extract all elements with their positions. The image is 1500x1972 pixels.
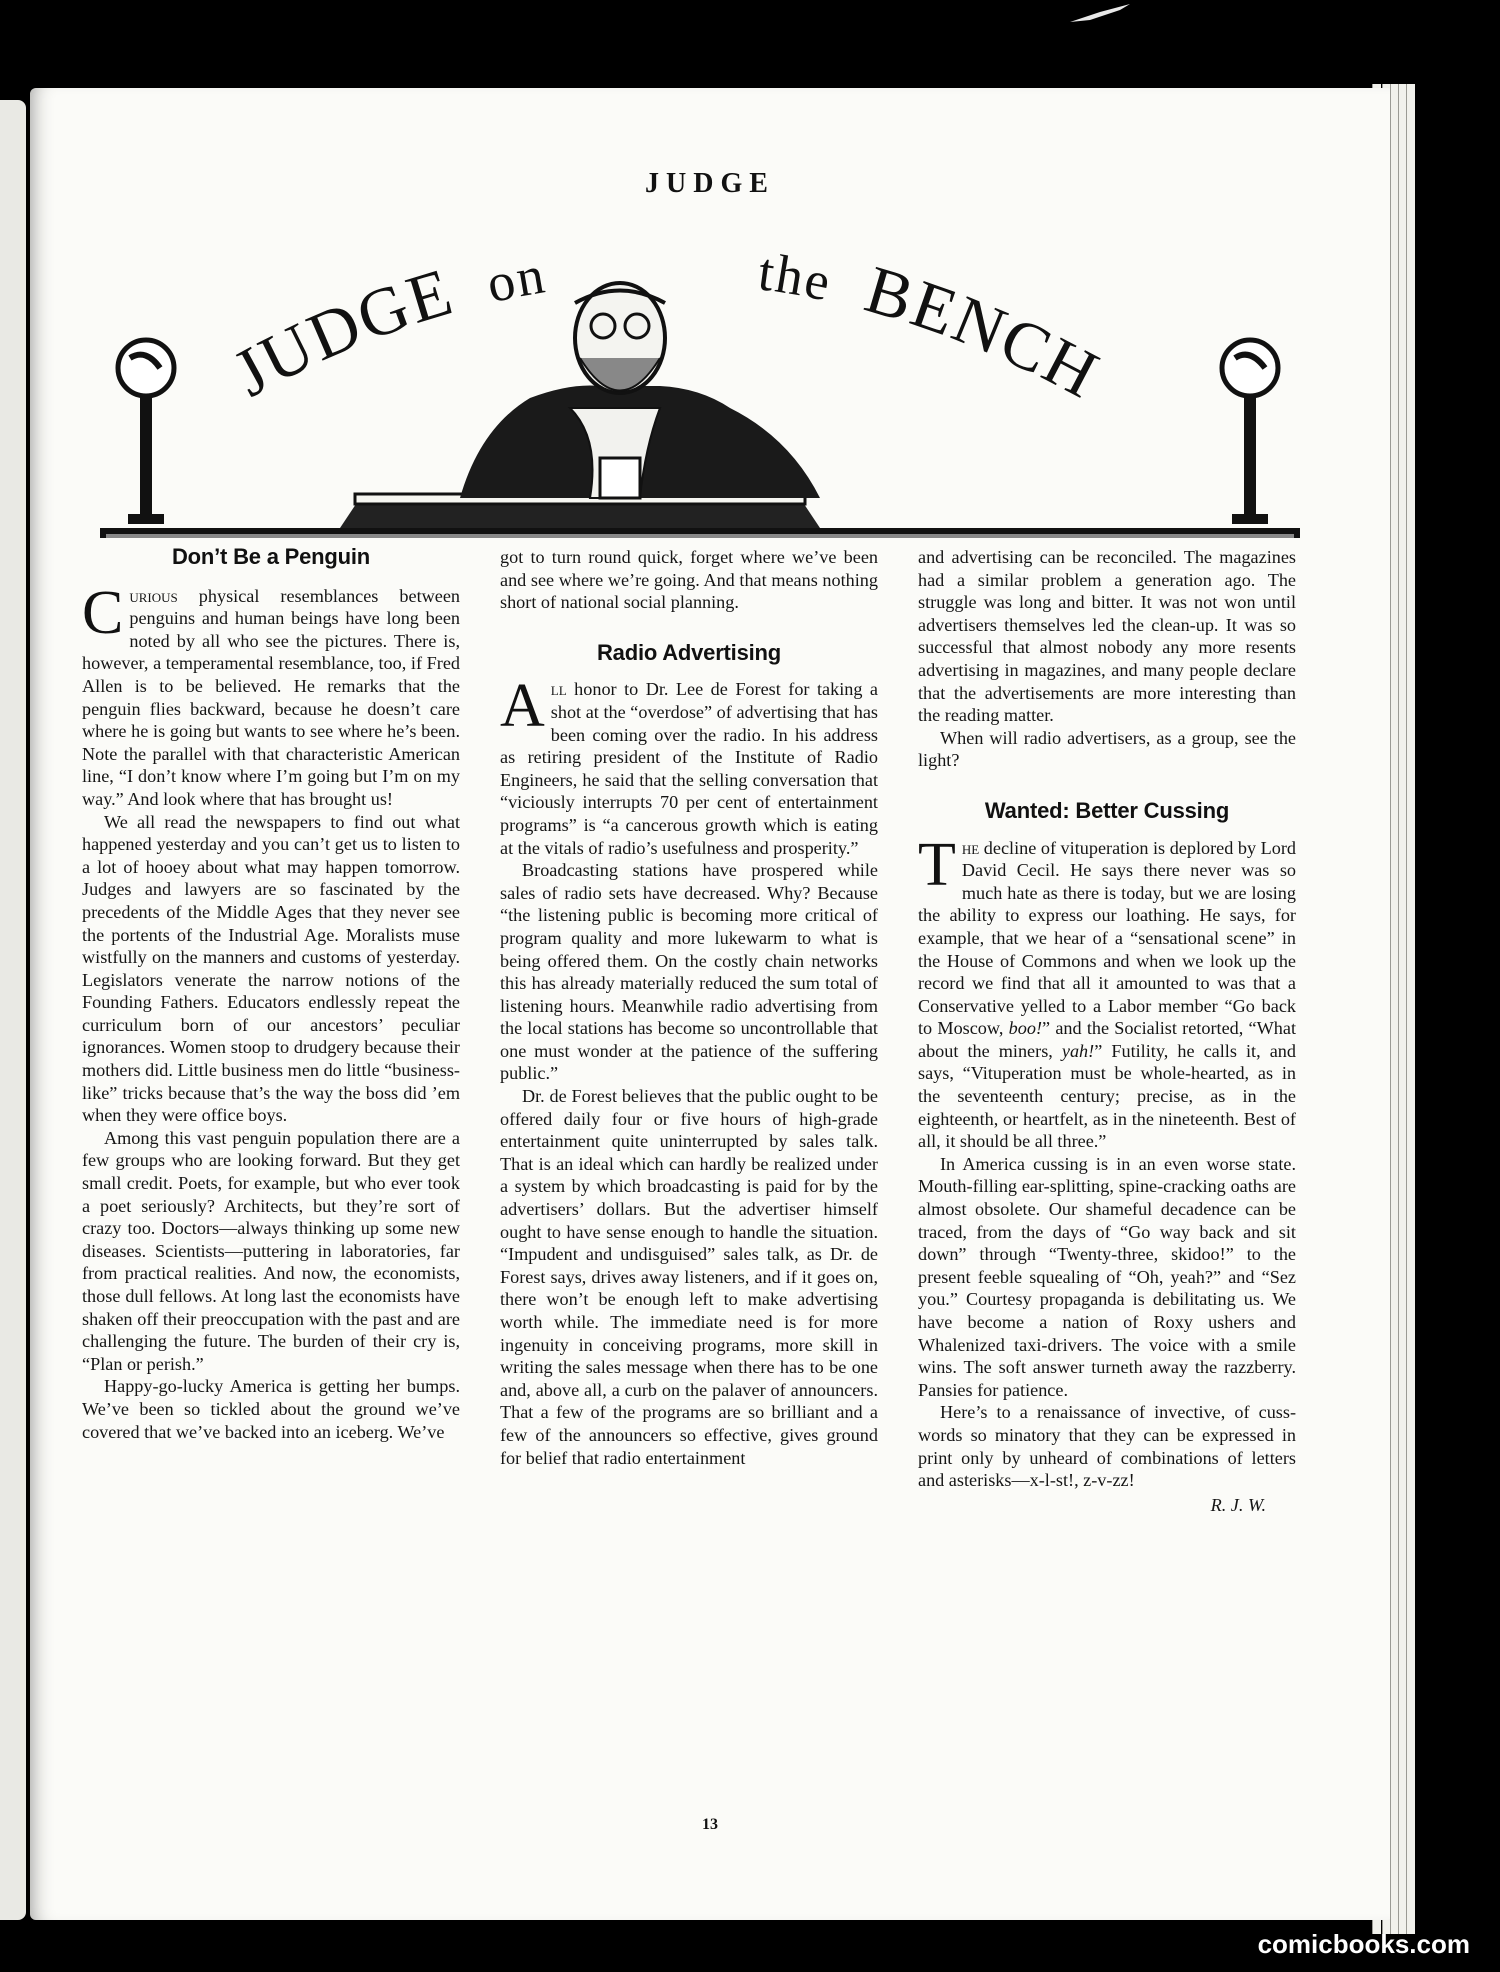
author-signature: R. J. W. <box>1210 1494 1266 1515</box>
drop-cap: C <box>82 578 124 647</box>
article-paragraph: In America cussing is in an even worse state. Mouth-filling ear-splitting, spine-cracking oaths are almost obsolete. Our shameful decadence can be traced, from the days of “Go way back and sit down” through “Twenty-three, skidoo!” to the present feeble squealing of “Oh, yeah?” and “Sez you.” Courtesy propaganda is debilitating us. We have become a nation of Roxy ushers and Whalenized taxi-drivers. The voice with a smile wins. The soft answer turneth away the razzberry. Pansies for patience. <box>918 1153 1296 1400</box>
article-paragraph: Curious physical resemblances between penguins and human beings have long been noted by all who see the pictures. There is, however, a temperamental resemblance, too, if Fred Allen is to be believed. He remarks that the penguin flies backward, because he doesn’t care where he is going but wants to see where he’s been. Note the parallel with that characteristic American line, “I don’t know where I’m going but I’m on my way.” And look where that has brought us! <box>82 578 460 809</box>
article-paragraph: got to turn round quick, forget where we’ve been and see where we’re going. And that means nothing short of national social planning. <box>500 547 878 613</box>
article-paragraph: Among this vast penguin population there are a few groups who are looking forward. But they get small credit. Poets, for example, but who ever took a poet seriously? Architects, but they’re sort of crazy too. Doctors—always thinking up some new diseases. Scientists—puttering in laboratories, far from practical realities. And now, the economists, those dull fellows. At long last the economists have shaken off their preoccupation with the past and are challenging the future. The burden of their cry is, “Plan or perish.” <box>82 1127 460 1374</box>
left-page-edge <box>0 100 26 1920</box>
article-paragraph: Happy-go-lucky America is getting her bumps. We’ve been so tickled about the ground we’ve covered that we’ve backed into an iceberg. We’ve <box>82 1376 460 1442</box>
article-heading-penguin: Don’t Be a Penguin <box>171 544 371 569</box>
left-lamp-icon <box>118 340 174 524</box>
column-2 <box>500 546 878 1469</box>
column-3 <box>918 546 1296 1516</box>
scan-debris <box>1060 0 1150 30</box>
article-paragraph: All honor to Dr. Lee de Forest for taking a shot at the “overdose” of advertising that has been coming over the radio. In his address as retiring president of the Institute of Radio Engineers, he said that the selling conversation that “viciously interrupts 70 per cent of entertainment programs” is “a cancerous growth which is eating at the vitals of radio’s usefulness and prosperity.” <box>500 672 878 858</box>
article-paragraph: Broadcasting stations have prospered while sales of radio sets have decreased. Why? Because “the listening public is becoming more critical of program quality and more lukewarm to what is being offered them. On the costly chain networks this has already materially reduced the sum total of listening hours. Meanwhile radio advertising from the local stations has become so uncontrollable that one must wonder at the patience of the suffering public.” <box>500 860 878 1084</box>
drop-cap: T <box>918 830 956 899</box>
right-lamp-icon <box>1222 340 1278 524</box>
column-1 <box>82 546 460 1443</box>
article-paragraph: Dr. de Forest believes that the public ought to be offered daily four or five hours of high-grade entertainment quite uninterrupted by sales talk. That is an ideal which can hardly be realized under a system by which broadcasting is paid for by the advertisers’ dollars. But the advertiser himself ought to have sense enough to handle the situation. “Impudent and undisguised” sales talk, as Dr. de Forest says, drives away listeners, and if it goes on, there won’t be enough left to make advertising worth while. The immediate need is for more ingenuity in conceiving programs, more skill in writing the sales message when there has to be one and, above all, a curb on the palaver of announcers. That a few of the programs are so brilliant and a few of the announcers so effective, gives ground for belief that radio entertainment <box>500 1086 878 1468</box>
drop-cap: A <box>500 672 545 741</box>
article-heading-cussing: Wanted: Better Cussing <box>984 797 1230 823</box>
judge-figure-icon <box>460 283 820 498</box>
running-head: JUDGE <box>645 168 775 199</box>
page-number: 13 <box>702 1816 718 1833</box>
magazine-page <box>30 88 1390 1920</box>
article-paragraph: and advertising can be reconciled. The magazines had a similar problem a generation ago. The struggle was long and bitter. It was not won until advertisers themselves led the clean-up. It was so successful that almost nobody any more resents advertising in magazines, and many people declare that the advertisements are more interesting than the reading matter. <box>918 547 1296 726</box>
watermark: comicbooks.com <box>1257 1929 1470 1959</box>
article-paragraph: The decline of vituperation is deplored by Lord David Cecil. He says there never was so much hate as there is today, but we are losing the ability to express our loathing. He says, for example, that we hear of a “sensational scene” in the House of Commons and when we look up the record we find that all it amounted to was that a Conservative yelled to a Labor member “Go back to Moscow, boo!” and the Socialist retorted, “What about the miners, yah!” Futility, he calls it, and says, “Vituperation must be whole-hearted, as in the seventeenth century; precise, as in the eighteenth, or heartfelt, as in the nineteenth. Best of all, it should be all three.” <box>918 830 1296 1152</box>
article-paragraph: Here’s to a renaissance of invective, of cuss-words so minatory that they can be expressed in print only by unheard of combinations of letters and asterisks—x-l-st!, z-v-zz! <box>918 1402 1296 1491</box>
masthead-illustration <box>100 208 1300 548</box>
article-heading-radio: Radio Advertising <box>596 639 782 665</box>
article-paragraph: We all read the newspapers to find out what happened yesterday and you can’t get us to listen to a lot of hooey about what may happen tomorrow. Judges and lawyers are so fascinated by the precedents of the Middle Ages that they never see the portents of the Industrial Age. Moralists muse wistfully on the manners and customs of yesterday. Legislators venerate the narrow notions of the Founding Fathers. Educators endlessly repeat the curriculum born of our ancestors’ peculiar ignorances. Women stoop to drudgery because their mothers did. Little business men do little “business-like” tricks because that’s the way the boss did ’em when they were office boys. <box>82 811 460 1126</box>
article-paragraph: When will radio advertisers, as a group, see the light? <box>918 727 1296 771</box>
masthead-title: JUDGE on the BENCH <box>220 241 1112 413</box>
